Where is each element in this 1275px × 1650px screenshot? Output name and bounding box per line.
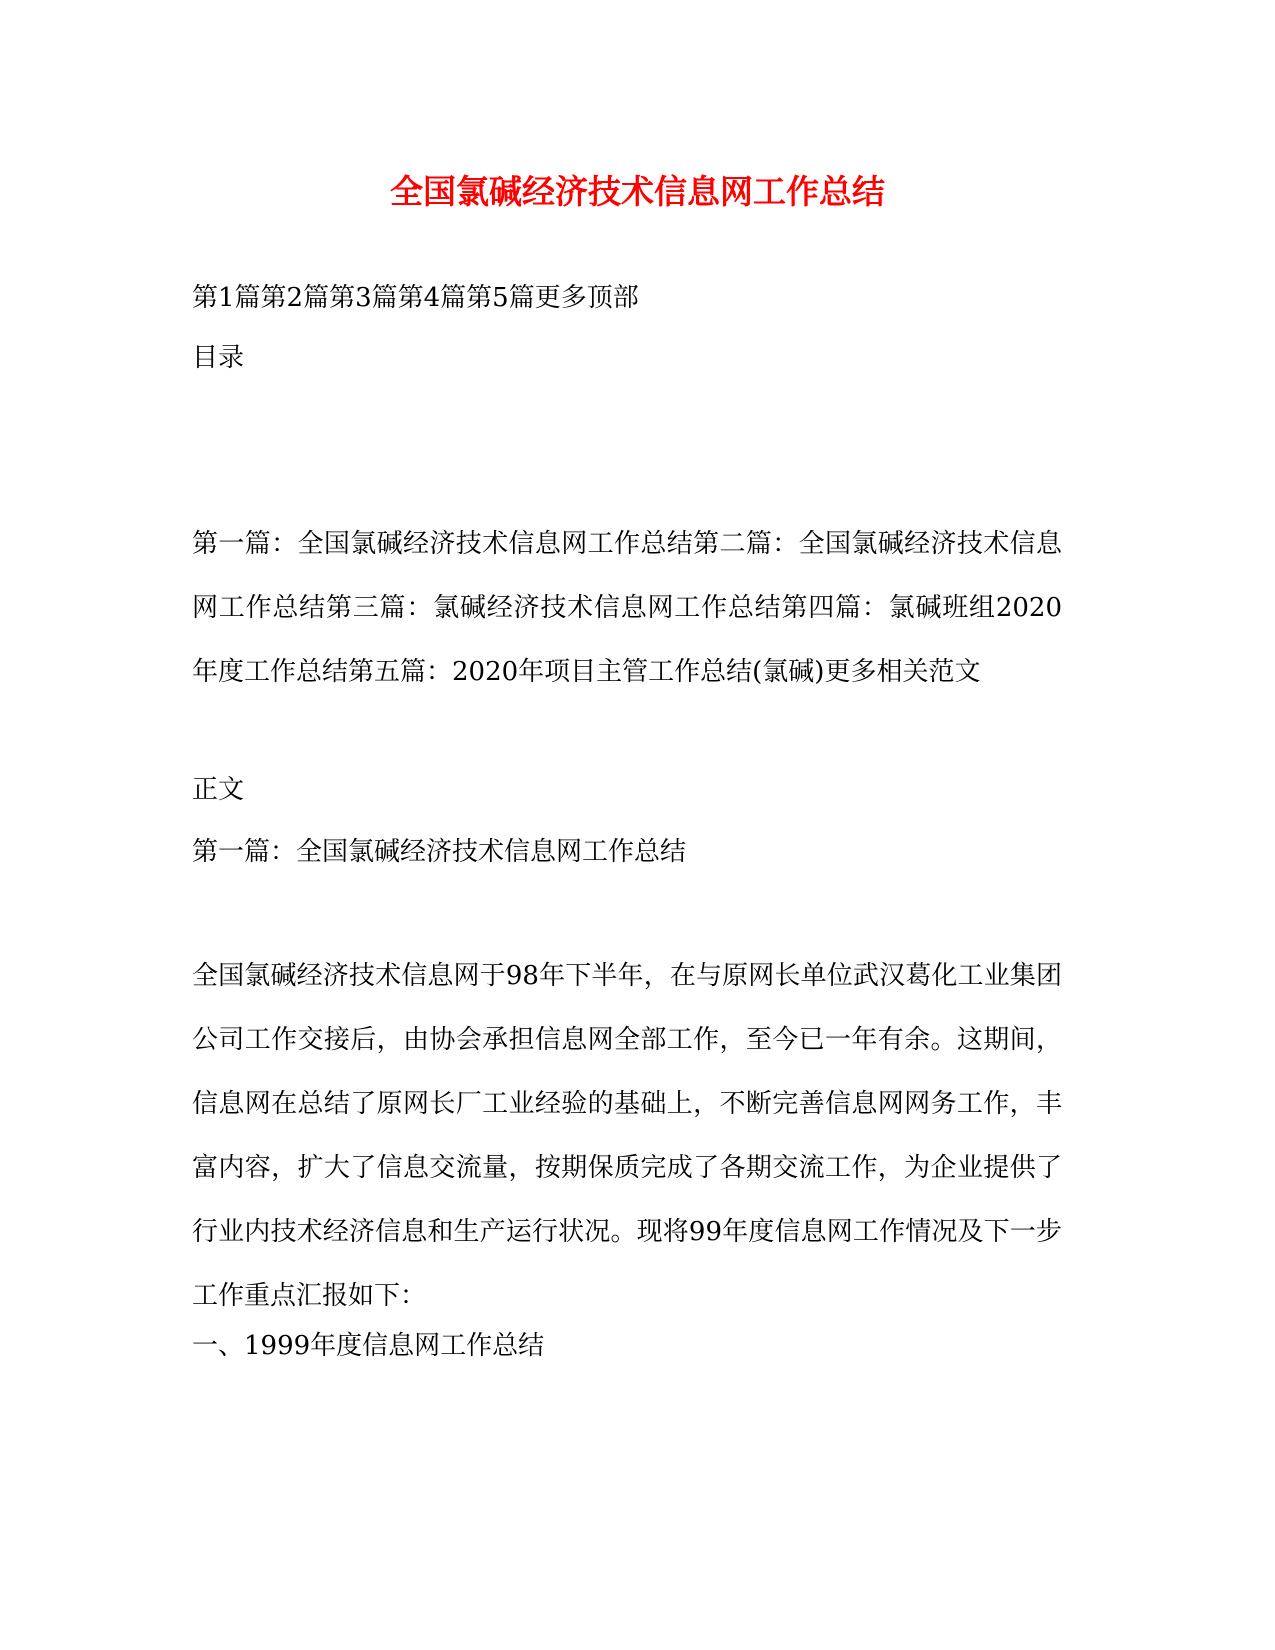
body-paragraph: 全国氯碱经济技术信息网于98年下半年，在与原网长单位武汉葛化工业集团公司工作交接后，由协会承担信息网全部工作，至今已一年有余。这期间，信息网在总结了原网长厂工业经验的基础上，不断完善信息网网务工作，丰富内容，扩大了信息交流量，按期保质完成了各期交流工作，为企业提供了行业内技术经济信息和生产运行状况。现将99年度信息网工作情况及下一步工作重点汇报如下： (192, 961, 1062, 1311)
toc-heading: 目录 (192, 343, 245, 373)
document-title: 全国氯碱经济技术信息网工作总结 (390, 172, 885, 211)
body-heading: 正文 (192, 775, 245, 805)
chapter-nav-links[interactable]: 第1篇第2篇第3篇第4篇第5篇更多顶部 (192, 283, 639, 313)
section-heading: 一、1999年度信息网工作总结 (192, 1331, 545, 1361)
toc-text: 第一篇：全国氯碱经济技术信息网工作总结第二篇：全国氯碱经济技术信息网工作总结第三篇：氯碱经济技术信息网工作总结第四篇：氯碱班组2020年度工作总结第五篇：2020年项目主管工作总结(氯碱)更多相关范文 (192, 529, 1062, 687)
article-title: 第一篇：全国氯碱经济技术信息网工作总结 (192, 837, 687, 867)
